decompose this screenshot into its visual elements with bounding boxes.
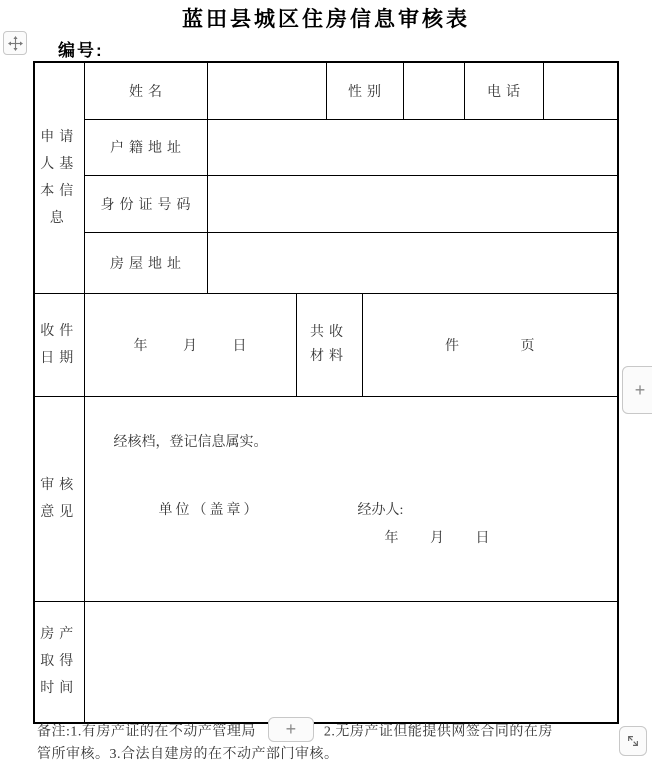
- footnote-line1-part2: 2.无房产证但能提供网签合同的在房: [323, 724, 553, 740]
- add-column-button[interactable]: [622, 366, 652, 414]
- handler-label: 经办人:: [357, 502, 404, 518]
- section-acquisition-time[interactable]: [34, 601, 84, 723]
- footnote-line1-part1: 备注:1.有房产证的在不动产管理局: [37, 724, 256, 740]
- section-acquisition-time-label: 房产取得时间: [40, 627, 79, 697]
- house-address-value-cell[interactable]: [207, 232, 618, 293]
- section-applicant-info-label: 申请人基本信息: [40, 129, 79, 226]
- serial-number-label: 编号:: [58, 41, 104, 60]
- section-receipt-date[interactable]: [34, 293, 84, 396]
- acquisition-time-value-cell[interactable]: [84, 601, 618, 723]
- unit-seal-label: 单位（盖章）: [158, 502, 261, 518]
- phone-label-cell[interactable]: 电话: [464, 62, 543, 119]
- section-applicant-info[interactable]: [34, 62, 84, 293]
- gender-value-cell[interactable]: [403, 62, 464, 119]
- table-resize-handle[interactable]: [619, 726, 647, 756]
- add-row-button[interactable]: [268, 717, 314, 742]
- section-review-opinion[interactable]: [34, 396, 84, 601]
- footnote-line2: 管所审核。3.合法自建房的在不动产部门审核。: [37, 747, 339, 762]
- section-receipt-date-label: 收件日期: [40, 323, 79, 366]
- housing-review-form-table: [33, 61, 619, 724]
- footnote-line1: [37, 720, 619, 745]
- review-opinion-content-cell[interactable]: [84, 396, 618, 601]
- plus-icon: +: [634, 379, 646, 400]
- id-number-label-cell[interactable]: 身份证号码: [84, 175, 207, 232]
- receipt-date-value-cell[interactable]: 年 月 日: [84, 293, 296, 396]
- resize-diagonal-icon: [626, 734, 640, 748]
- review-statement: 经核档，登记信息属实。: [113, 434, 268, 450]
- name-label-cell[interactable]: 姓名: [84, 62, 207, 119]
- household-address-label-cell[interactable]: 户籍地址: [84, 119, 207, 175]
- footnotes: [37, 720, 619, 765]
- gender-label-cell[interactable]: 性别: [326, 62, 403, 119]
- name-value-cell[interactable]: [207, 62, 326, 119]
- section-review-opinion-label: 审核意见: [40, 477, 79, 520]
- household-address-value-cell[interactable]: [207, 119, 618, 175]
- page-title: 蓝田县城区住房信息审核表: [182, 8, 470, 31]
- house-address-label-cell[interactable]: 房屋地址: [84, 232, 207, 293]
- move-icon: [8, 36, 23, 51]
- table-move-handle[interactable]: [3, 31, 27, 55]
- plus-icon: +: [285, 719, 297, 739]
- phone-value-cell[interactable]: [543, 62, 618, 119]
- materials-label: 共收材料: [310, 324, 348, 364]
- materials-count-cell[interactable]: 件 页: [362, 293, 618, 396]
- review-date-line: 年 月 日: [384, 530, 490, 546]
- materials-label-cell[interactable]: [296, 293, 362, 396]
- id-number-value-cell[interactable]: [207, 175, 618, 232]
